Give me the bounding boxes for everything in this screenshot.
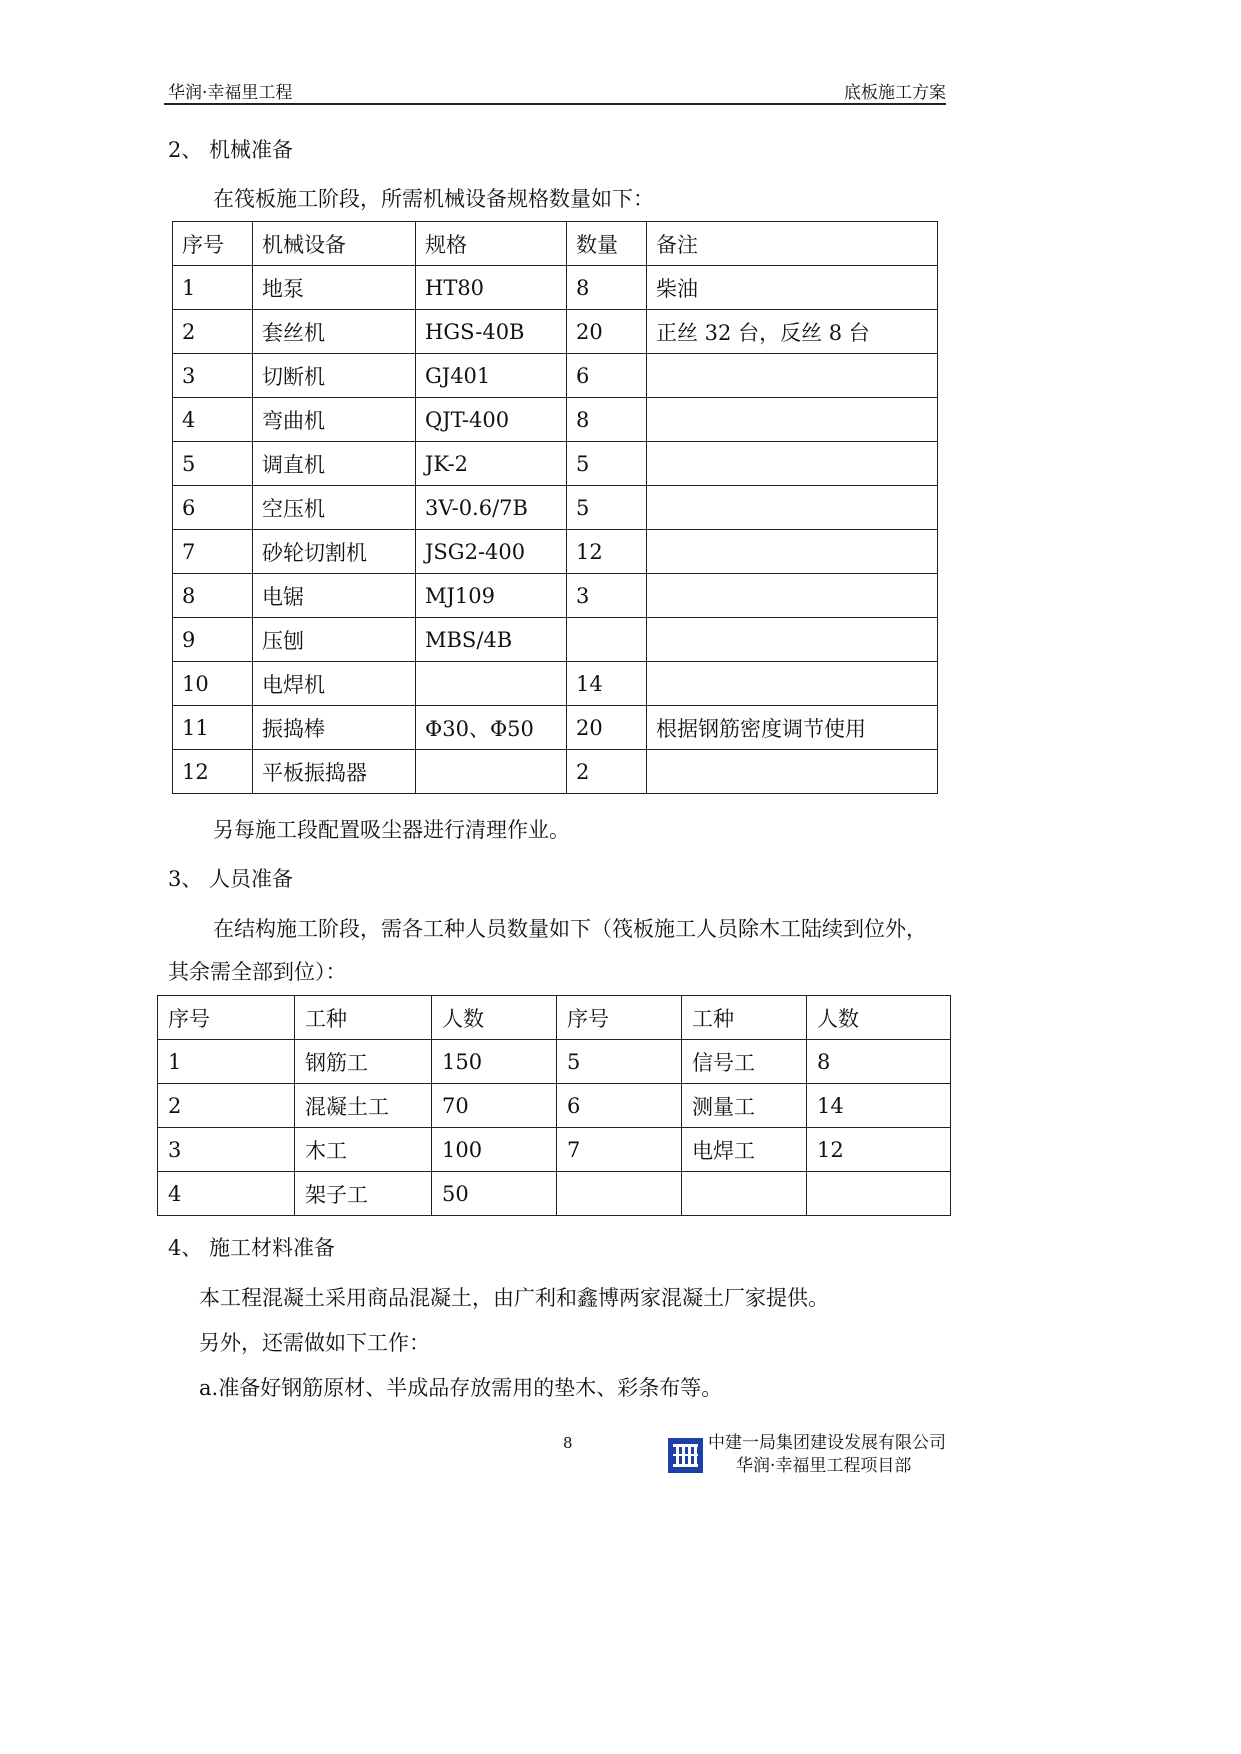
section4-title: 4、 施工材料准备 bbox=[168, 1236, 336, 1260]
machine-table-cell bbox=[647, 530, 938, 574]
company-logo bbox=[668, 1438, 703, 1473]
machine-table-cell bbox=[647, 618, 938, 662]
staff-table bbox=[157, 995, 951, 1216]
machine-table-cell: JK-2 bbox=[416, 442, 567, 486]
machine-table-header-cell: 数量 bbox=[567, 222, 647, 266]
machine-table-cell bbox=[647, 398, 938, 442]
staff-table-cell: 钢筋工 bbox=[295, 1040, 432, 1084]
staff-table-header-cell: 人数 bbox=[807, 996, 951, 1040]
machine-table-cell: 6 bbox=[173, 486, 253, 530]
section3-intro-line2: 其余需全部到位）： bbox=[168, 960, 347, 984]
machine-table-cell: 3 bbox=[567, 574, 647, 618]
machine-table-cell: MBS/4B bbox=[416, 618, 567, 662]
machine-table-cell: 14 bbox=[567, 662, 647, 706]
machine-table bbox=[172, 221, 938, 794]
machine-table-row bbox=[173, 442, 938, 486]
machine-table-body bbox=[173, 222, 938, 794]
machine-table-cell: 电锯 bbox=[253, 574, 416, 618]
machine-table-cell: 砂轮切割机 bbox=[253, 530, 416, 574]
staff-table-cell: 1 bbox=[158, 1040, 295, 1084]
company-logo-icon bbox=[668, 1438, 703, 1473]
machine-table-cell: Φ30、Φ50 bbox=[416, 706, 567, 750]
machine-table-cell: 10 bbox=[173, 662, 253, 706]
staff-table-cell: 8 bbox=[807, 1040, 951, 1084]
machine-table-cell bbox=[647, 750, 938, 794]
machine-table-cell: 3V-0.6/7B bbox=[416, 486, 567, 530]
machine-table-cell: QJT-400 bbox=[416, 398, 567, 442]
page-number: 8 bbox=[563, 1434, 573, 1452]
staff-table-cell: 7 bbox=[557, 1128, 682, 1172]
machine-table-cell: 2 bbox=[173, 310, 253, 354]
machine-table-cell bbox=[647, 442, 938, 486]
machine-table-cell: 弯曲机 bbox=[253, 398, 416, 442]
machine-table-cell: 9 bbox=[173, 618, 253, 662]
machine-table-row bbox=[173, 574, 938, 618]
machine-table-cell: 5 bbox=[173, 442, 253, 486]
staff-table-cell: 木工 bbox=[295, 1128, 432, 1172]
machine-table-cell: 8 bbox=[173, 574, 253, 618]
machine-table-cell: 8 bbox=[567, 398, 647, 442]
footer-company-name: 中建一局集团建设发展有限公司 bbox=[708, 1433, 946, 1453]
machine-table-cell: 切断机 bbox=[253, 354, 416, 398]
machine-table-cell: 套丝机 bbox=[253, 310, 416, 354]
section2-title: 2、 机械准备 bbox=[168, 138, 294, 162]
machine-table-row bbox=[173, 530, 938, 574]
staff-table-cell: 14 bbox=[807, 1084, 951, 1128]
machine-table-cell: 平板振捣器 bbox=[253, 750, 416, 794]
machine-table-cell bbox=[416, 750, 567, 794]
machine-table-cell: 12 bbox=[173, 750, 253, 794]
machine-table-cell: 2 bbox=[567, 750, 647, 794]
machine-table-cell: GJ401 bbox=[416, 354, 567, 398]
machine-table-cell: 5 bbox=[567, 442, 647, 486]
machine-table-cell: 3 bbox=[173, 354, 253, 398]
machine-table-cell bbox=[647, 662, 938, 706]
section3-title: 3、 人员准备 bbox=[168, 867, 294, 891]
header-divider bbox=[164, 103, 946, 105]
machine-table-cell: HGS-40B bbox=[416, 310, 567, 354]
machine-table-cell bbox=[416, 662, 567, 706]
staff-table-header-cell: 人数 bbox=[432, 996, 557, 1040]
machine-table-cell: HT80 bbox=[416, 266, 567, 310]
machine-table-cell: 根据钢筋密度调节使用 bbox=[647, 706, 938, 750]
machine-table-header-cell: 机械设备 bbox=[253, 222, 416, 266]
machine-table-cell: 振捣棒 bbox=[253, 706, 416, 750]
machine-table-row bbox=[173, 266, 938, 310]
staff-table-header-row bbox=[158, 996, 951, 1040]
machine-table-cell: 正丝 32 台，反丝 8 台 bbox=[647, 310, 938, 354]
machine-table-row bbox=[173, 618, 938, 662]
header-document-title: 底板施工方案 bbox=[844, 83, 946, 103]
machine-table-row bbox=[173, 486, 938, 530]
machine-table-row bbox=[173, 354, 938, 398]
staff-table-cell: 测量工 bbox=[682, 1084, 807, 1128]
staff-table-cell: 架子工 bbox=[295, 1172, 432, 1216]
staff-table-cell bbox=[557, 1172, 682, 1216]
machine-table-cell: 6 bbox=[567, 354, 647, 398]
staff-table-row bbox=[158, 1128, 951, 1172]
machine-table-cell: 4 bbox=[173, 398, 253, 442]
machine-table-header-cell: 规格 bbox=[416, 222, 567, 266]
machine-table-cell: 20 bbox=[567, 310, 647, 354]
staff-table-cell bbox=[682, 1172, 807, 1216]
machine-table-row bbox=[173, 750, 938, 794]
staff-table-cell: 50 bbox=[432, 1172, 557, 1216]
staff-table-row bbox=[158, 1040, 951, 1084]
staff-table-header-cell: 序号 bbox=[158, 996, 295, 1040]
machine-table-cell bbox=[567, 618, 647, 662]
machine-table-cell: 地泵 bbox=[253, 266, 416, 310]
staff-table-header-cell: 工种 bbox=[295, 996, 432, 1040]
machine-table-cell: JSG2-400 bbox=[416, 530, 567, 574]
staff-table-header-cell: 序号 bbox=[557, 996, 682, 1040]
machine-table-cell: 柴油 bbox=[647, 266, 938, 310]
machine-table-cell: 电焊机 bbox=[253, 662, 416, 706]
staff-table-cell: 2 bbox=[158, 1084, 295, 1128]
staff-table-cell: 3 bbox=[158, 1128, 295, 1172]
staff-table-header-cell: 工种 bbox=[682, 996, 807, 1040]
staff-table-cell bbox=[807, 1172, 951, 1216]
machine-table-header-cell: 序号 bbox=[173, 222, 253, 266]
staff-table-cell: 信号工 bbox=[682, 1040, 807, 1084]
staff-table-cell: 5 bbox=[557, 1040, 682, 1084]
staff-table-row bbox=[158, 1172, 951, 1216]
machine-table-header-cell: 备注 bbox=[647, 222, 938, 266]
staff-table-cell: 4 bbox=[158, 1172, 295, 1216]
machine-table-row bbox=[173, 706, 938, 750]
header-project-name: 华润·幸福里工程 bbox=[168, 83, 293, 103]
machine-table-cell: 空压机 bbox=[253, 486, 416, 530]
machine-table-row bbox=[173, 398, 938, 442]
staff-table-cell: 70 bbox=[432, 1084, 557, 1128]
section4-line1: 本工程混凝土采用商品混凝土，由广利和鑫博两家混凝土厂家提供。 bbox=[199, 1286, 829, 1310]
machine-table-header-row bbox=[173, 222, 938, 266]
section2-note: 另每施工段配置吸尘器进行清理作业。 bbox=[213, 818, 570, 842]
machine-table-cell bbox=[647, 574, 938, 618]
section4-line3: a.准备好钢筋原材、半成品存放需用的垫木、彩条布等。 bbox=[199, 1376, 723, 1400]
staff-table-cell: 100 bbox=[432, 1128, 557, 1172]
machine-table-cell: 20 bbox=[567, 706, 647, 750]
staff-table-cell: 混凝土工 bbox=[295, 1084, 432, 1128]
machine-table-cell: 调直机 bbox=[253, 442, 416, 486]
machine-table-cell: 8 bbox=[567, 266, 647, 310]
machine-table-cell: 压刨 bbox=[253, 618, 416, 662]
section3-intro-line1: 在结构施工阶段，需各工种人员数量如下（筏板施工人员除木工陆续到位外， bbox=[213, 917, 927, 941]
staff-table-cell: 电焊工 bbox=[682, 1128, 807, 1172]
machine-table-cell: 1 bbox=[173, 266, 253, 310]
machine-table-row bbox=[173, 662, 938, 706]
machine-table-cell: 12 bbox=[567, 530, 647, 574]
machine-table-cell: 11 bbox=[173, 706, 253, 750]
machine-table-cell bbox=[647, 354, 938, 398]
staff-table-cell: 6 bbox=[557, 1084, 682, 1128]
staff-table-cell: 150 bbox=[432, 1040, 557, 1084]
section2-intro: 在筏板施工阶段，所需机械设备规格数量如下： bbox=[213, 187, 654, 211]
machine-table-cell: 5 bbox=[567, 486, 647, 530]
staff-table-cell: 12 bbox=[807, 1128, 951, 1172]
staff-table-body bbox=[158, 996, 951, 1216]
machine-table-row bbox=[173, 310, 938, 354]
machine-table-cell: 7 bbox=[173, 530, 253, 574]
footer-department: 华润·幸福里工程项目部 bbox=[736, 1456, 912, 1476]
staff-table-row bbox=[158, 1084, 951, 1128]
section4-line2: 另外，还需做如下工作： bbox=[199, 1331, 430, 1355]
machine-table-cell: MJ109 bbox=[416, 574, 567, 618]
machine-table-cell bbox=[647, 486, 938, 530]
